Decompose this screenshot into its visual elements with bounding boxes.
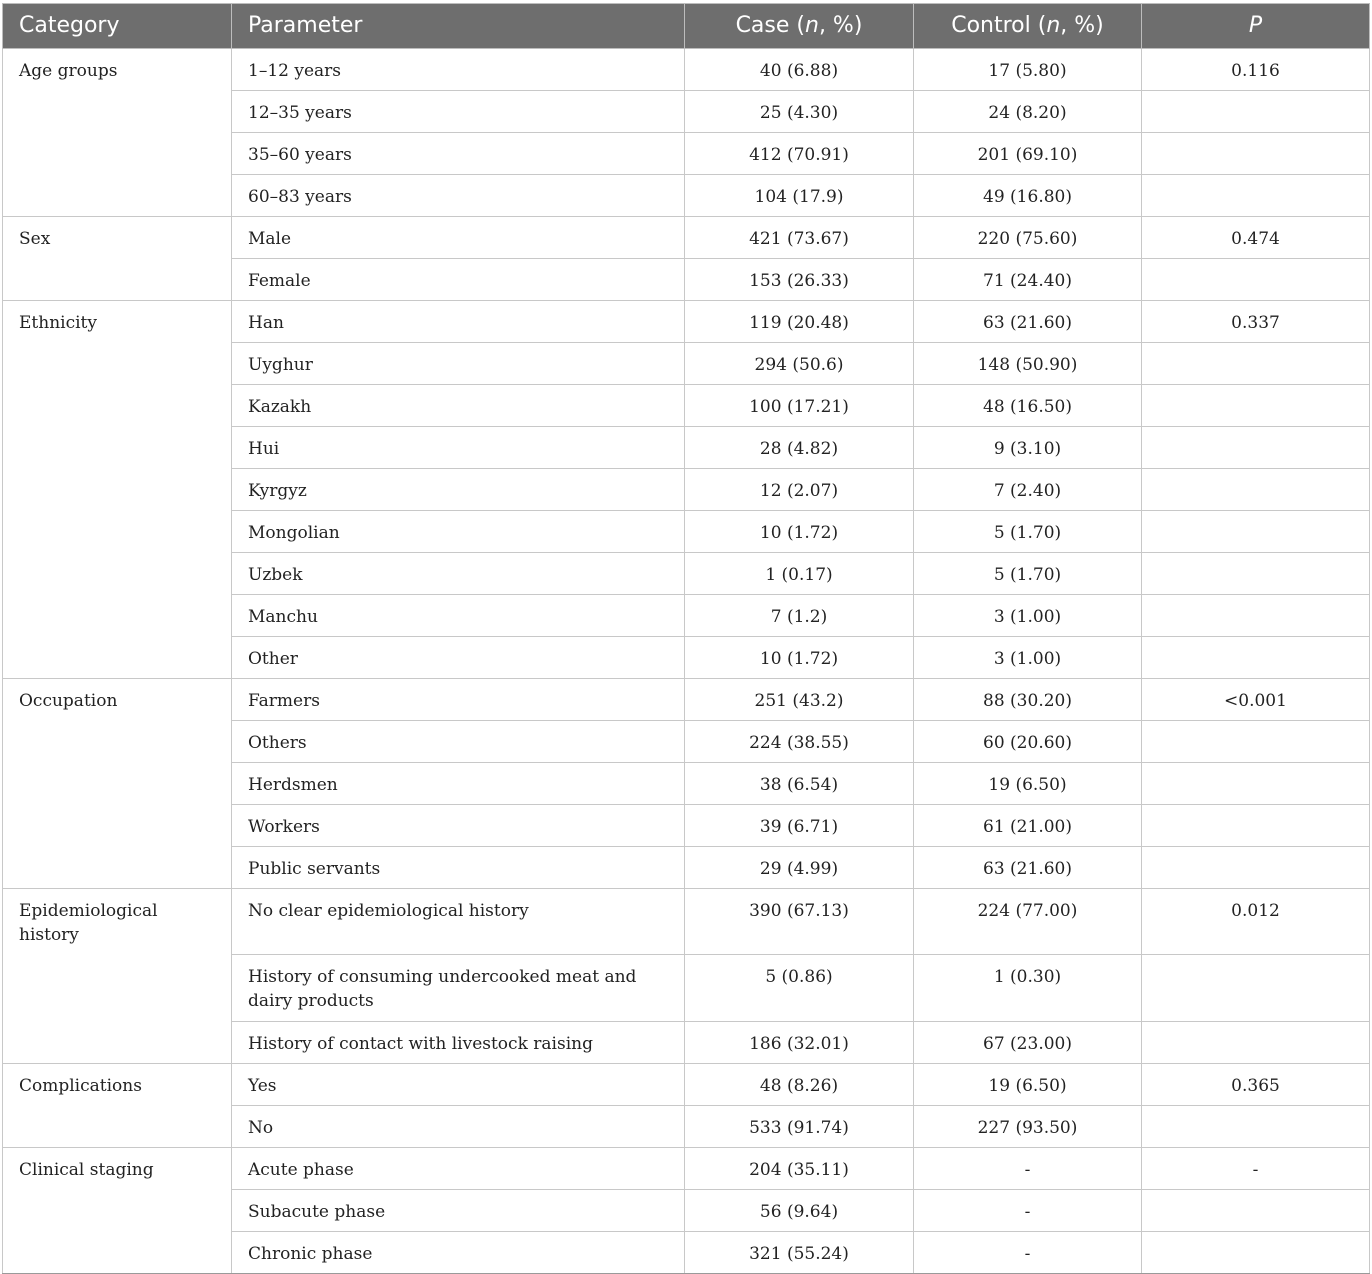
table-row [3, 133, 1370, 175]
table-row [3, 385, 1370, 427]
table-row [3, 679, 1370, 721]
cell-category [3, 343, 232, 385]
cell-p-value: 0.365 [1142, 1063, 1370, 1105]
header-control [914, 4, 1142, 49]
cell-control: 63 (21.60) [914, 847, 1142, 889]
cell-category [3, 133, 232, 175]
cell-case: 56 (9.64) [685, 1189, 914, 1231]
cell-parameter: Public servants [232, 847, 685, 889]
cell-p-value [1142, 343, 1370, 385]
cell-category: Occupation [3, 679, 232, 721]
header-parameter: Parameter [232, 4, 685, 49]
cell-case: 251 (43.2) [685, 679, 914, 721]
cell-category [3, 553, 232, 595]
table-header [3, 4, 1370, 49]
cell-case: 186 (32.01) [685, 1021, 914, 1063]
cell-category [3, 1189, 232, 1231]
cell-category [3, 637, 232, 679]
cell-p-value [1142, 954, 1370, 1021]
cell-p-value [1142, 259, 1370, 301]
cell-control: 71 (24.40) [914, 259, 1142, 301]
cell-control: 227 (93.50) [914, 1105, 1142, 1147]
cell-p-value [1142, 385, 1370, 427]
cell-parameter: 60–83 years [232, 175, 685, 217]
cell-category [3, 427, 232, 469]
cell-category [3, 763, 232, 805]
cell-case: 153 (26.33) [685, 259, 914, 301]
cell-category: Clinical staging [3, 1147, 232, 1189]
header-case-suffix: , %) [818, 13, 863, 38]
cell-control: 224 (77.00) [914, 889, 1142, 955]
cell-category: Ethnicity [3, 301, 232, 343]
cell-category [3, 805, 232, 847]
cell-parameter: Others [232, 721, 685, 763]
cell-p-value [1142, 763, 1370, 805]
cell-control: 60 (20.60) [914, 721, 1142, 763]
header-category: Category [3, 4, 232, 49]
cell-p-value [1142, 553, 1370, 595]
cell-p-value [1142, 511, 1370, 553]
table-row [3, 721, 1370, 763]
table-row [3, 954, 1370, 1021]
header-control-prefix: Control ( [951, 13, 1047, 38]
cell-control: 48 (16.50) [914, 385, 1142, 427]
header-control-n: n [1046, 13, 1061, 38]
cell-category [3, 721, 232, 763]
cell-parameter: Yes [232, 1063, 685, 1105]
cell-control: 201 (69.10) [914, 133, 1142, 175]
cell-case: 29 (4.99) [685, 847, 914, 889]
cell-p-value: 0.337 [1142, 301, 1370, 343]
cell-category: Age groups [3, 49, 232, 91]
cell-parameter: 12–35 years [232, 91, 685, 133]
table-row [3, 637, 1370, 679]
table-row [3, 427, 1370, 469]
cell-control: 61 (21.00) [914, 805, 1142, 847]
cell-case: 10 (1.72) [685, 637, 914, 679]
cell-category [3, 385, 232, 427]
cell-control: - [914, 1189, 1142, 1231]
table-row [3, 1021, 1370, 1063]
cell-parameter: Uzbek [232, 553, 685, 595]
cell-control: 19 (6.50) [914, 1063, 1142, 1105]
cell-p-value: <0.001 [1142, 679, 1370, 721]
cell-parameter: Uyghur [232, 343, 685, 385]
table-row [3, 1147, 1370, 1189]
cell-category: Complications [3, 1063, 232, 1105]
cell-category [3, 511, 232, 553]
cell-p-value [1142, 847, 1370, 889]
cell-case: 119 (20.48) [685, 301, 914, 343]
table-row [3, 1189, 1370, 1231]
table-body [3, 49, 1370, 1274]
cell-case: 7 (1.2) [685, 595, 914, 637]
cell-parameter: Acute phase [232, 1147, 685, 1189]
cell-parameter: Hui [232, 427, 685, 469]
cell-case: 38 (6.54) [685, 763, 914, 805]
cell-category [3, 954, 232, 1021]
table-row [3, 553, 1370, 595]
table-row [3, 469, 1370, 511]
table-row [3, 217, 1370, 259]
cell-category [3, 175, 232, 217]
cell-control: 9 (3.10) [914, 427, 1142, 469]
cell-p-value [1142, 175, 1370, 217]
cell-parameter: Other [232, 637, 685, 679]
header-p-value: P [1142, 4, 1370, 49]
cell-control: 67 (23.00) [914, 1021, 1142, 1063]
cell-control: 5 (1.70) [914, 553, 1142, 595]
cell-control: 7 (2.40) [914, 469, 1142, 511]
cell-case: 25 (4.30) [685, 91, 914, 133]
cell-control: 88 (30.20) [914, 679, 1142, 721]
cell-p-value [1142, 133, 1370, 175]
table-row [3, 889, 1370, 955]
table-row [3, 511, 1370, 553]
cell-p-value [1142, 1105, 1370, 1147]
table-row [3, 301, 1370, 343]
cell-case: 39 (6.71) [685, 805, 914, 847]
cell-control: 49 (16.80) [914, 175, 1142, 217]
cell-control: 24 (8.20) [914, 91, 1142, 133]
cell-parameter: No [232, 1105, 685, 1147]
cell-control: 5 (1.70) [914, 511, 1142, 553]
cell-category [3, 595, 232, 637]
cell-control: 3 (1.00) [914, 637, 1142, 679]
cell-category [3, 469, 232, 511]
table-row [3, 343, 1370, 385]
cell-p-value [1142, 1189, 1370, 1231]
data-table [2, 3, 1370, 1274]
cell-control: 63 (21.60) [914, 301, 1142, 343]
table-row [3, 91, 1370, 133]
cell-case: 421 (73.67) [685, 217, 914, 259]
cell-case: 294 (50.6) [685, 343, 914, 385]
cell-case: 5 (0.86) [685, 954, 914, 1021]
cell-p-value [1142, 1231, 1370, 1273]
cell-parameter: Male [232, 217, 685, 259]
cell-category [3, 91, 232, 133]
cell-parameter: Workers [232, 805, 685, 847]
cell-category [3, 1021, 232, 1063]
cell-p-value: 0.474 [1142, 217, 1370, 259]
cell-control: 19 (6.50) [914, 763, 1142, 805]
cell-p-value: - [1142, 1147, 1370, 1189]
cell-p-value [1142, 469, 1370, 511]
cell-case: 12 (2.07) [685, 469, 914, 511]
cell-case: 40 (6.88) [685, 49, 914, 91]
cell-parameter: Kyrgyz [232, 469, 685, 511]
cell-parameter: Manchu [232, 595, 685, 637]
table-row [3, 805, 1370, 847]
table-row [3, 763, 1370, 805]
table-row [3, 1231, 1370, 1273]
cell-case: 48 (8.26) [685, 1063, 914, 1105]
cell-parameter: Han [232, 301, 685, 343]
cell-parameter: History of consuming undercooked meat and dairy products [232, 954, 685, 1021]
table-row [3, 259, 1370, 301]
table-row [3, 1105, 1370, 1147]
cell-p-value [1142, 427, 1370, 469]
cell-case: 224 (38.55) [685, 721, 914, 763]
header-control-suffix: , %) [1060, 13, 1104, 38]
cell-p-value [1142, 721, 1370, 763]
cell-parameter: Farmers [232, 679, 685, 721]
header-case [685, 4, 914, 49]
cell-p-value [1142, 805, 1370, 847]
cell-case: 100 (17.21) [685, 385, 914, 427]
cell-parameter: 35–60 years [232, 133, 685, 175]
cell-p-value [1142, 1021, 1370, 1063]
cell-parameter: Female [232, 259, 685, 301]
cell-parameter: History of contact with livestock raising [232, 1021, 685, 1063]
cell-p-value [1142, 637, 1370, 679]
cell-control: - [914, 1147, 1142, 1189]
cell-category [3, 1105, 232, 1147]
header-case-n: n [804, 13, 819, 38]
table-row [3, 175, 1370, 217]
cell-category: Epidemiological history [3, 889, 232, 955]
cell-control: 3 (1.00) [914, 595, 1142, 637]
cell-parameter: Kazakh [232, 385, 685, 427]
cell-category [3, 259, 232, 301]
table-row [3, 595, 1370, 637]
cell-p-value [1142, 595, 1370, 637]
cell-case: 204 (35.11) [685, 1147, 914, 1189]
cell-p-value: 0.012 [1142, 889, 1370, 955]
cell-parameter: No clear epidemiological history [232, 889, 685, 955]
cell-parameter: 1–12 years [232, 49, 685, 91]
cell-category [3, 1231, 232, 1273]
table-row [3, 49, 1370, 91]
cell-case: 412 (70.91) [685, 133, 914, 175]
cell-case: 1 (0.17) [685, 553, 914, 595]
cell-case: 28 (4.82) [685, 427, 914, 469]
cell-case: 533 (91.74) [685, 1105, 914, 1147]
header-case-prefix: Case ( [735, 13, 805, 38]
cell-case: 321 (55.24) [685, 1231, 914, 1273]
cell-control: 148 (50.90) [914, 343, 1142, 385]
cell-case: 390 (67.13) [685, 889, 914, 955]
cell-category [3, 847, 232, 889]
cell-control: 220 (75.60) [914, 217, 1142, 259]
header-row [3, 4, 1370, 49]
cell-control: 1 (0.30) [914, 954, 1142, 1021]
cell-parameter: Mongolian [232, 511, 685, 553]
cell-case: 104 (17.9) [685, 175, 914, 217]
cell-parameter: Herdsmen [232, 763, 685, 805]
cell-p-value: 0.116 [1142, 49, 1370, 91]
cell-control: - [914, 1231, 1142, 1273]
cell-control: 17 (5.80) [914, 49, 1142, 91]
cell-parameter: Subacute phase [232, 1189, 685, 1231]
cell-category: Sex [3, 217, 232, 259]
table-row [3, 1063, 1370, 1105]
table-row [3, 847, 1370, 889]
cell-p-value [1142, 91, 1370, 133]
cell-parameter: Chronic phase [232, 1231, 685, 1273]
cell-case: 10 (1.72) [685, 511, 914, 553]
